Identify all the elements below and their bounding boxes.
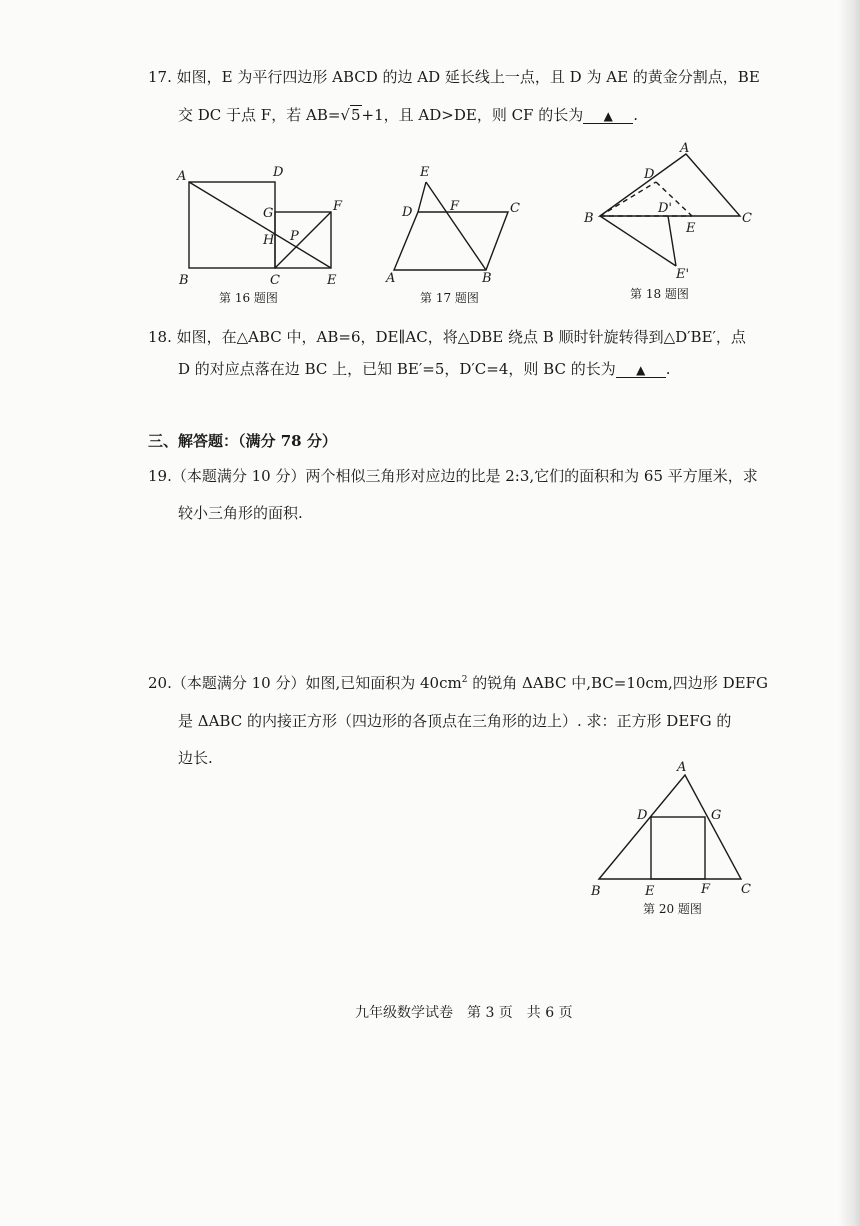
fig18-label-c: C (742, 211, 752, 226)
scan-edge-shadow (838, 0, 860, 1226)
fig16-label-a: A (177, 169, 187, 184)
q18-line1: 18. 如图，在△ABC 中，AB=6，DE∥AC，将△DBE 绕点 B 顺时针旋转得到△D′BE′，点 (148, 328, 746, 346)
q17-sqrt: 5 (350, 106, 361, 124)
fig20-label-c: C (741, 882, 751, 897)
q17-line2: 交 DC 于点 F，若 AB=√5+1，且 AD>DE，则 CF 的长为 ▲ . (178, 106, 639, 124)
fig18-label-b: B (584, 211, 594, 226)
fig20-label-d: D (637, 808, 648, 823)
fig18-line-be-prime (600, 216, 676, 266)
fig16-line-cf (275, 212, 331, 268)
figure-18 (580, 140, 760, 310)
page-footer: 九年级数学试卷 第 3 页 共 6 页 (355, 1005, 573, 1021)
fig17-label-f: F (450, 199, 460, 214)
fig18-label-eprime: E' (676, 267, 690, 282)
fig18-label-d: D (644, 167, 655, 182)
q17-answer-blank: ▲ (583, 109, 633, 124)
q18-answer-blank: ▲ (616, 363, 666, 378)
q17-line2-mid: +1，且 AD>DE，则 CF 的长为 (361, 106, 584, 124)
fig20-label-e: E (645, 884, 655, 899)
fig18-label-e: E (686, 221, 696, 236)
q19-line1: 19.（本题满分 10 分）两个相似三角形对应边的比是 2:3,它们的面积和为 65 平方厘米，求 (148, 467, 758, 485)
fig16-label-f: F (333, 199, 343, 214)
fig17-label-b: B (482, 271, 492, 286)
q17-line2-pre: 交 DC 于点 F，若 AB= (178, 106, 341, 124)
q17-line2-end: . (633, 106, 639, 124)
fig18-line-dprime-eprime (668, 216, 676, 266)
q20-line1-pre: 20.（本题满分 10 分）如图,已知面积为 40cm (148, 674, 462, 692)
q20-line1-post: 的锐角 ΔABC 中,BC=10cm,四边形 DEFG (467, 674, 768, 692)
fig16-label-g: G (263, 206, 274, 221)
q20-line2: 是 ΔABC 的内接正方形（四边形的各顶点在三角形的边上）. 求：正方形 DEFG 的 (178, 712, 732, 730)
fig20-label-g: G (711, 808, 722, 823)
fig16-label-b: B (179, 273, 189, 288)
fig20-square-defg (651, 817, 705, 879)
fig16-line-ae (189, 182, 331, 268)
fig17-label-e: E (420, 165, 430, 180)
fig18-label-a: A (680, 141, 690, 156)
fig16-square-abcd (189, 182, 275, 268)
fig16-label-d: D (273, 165, 284, 180)
fig17-line-eb (426, 182, 486, 270)
fig16-label-p: P (290, 229, 299, 244)
fig16-label-h: H (263, 233, 275, 248)
section3-title: 三、解答题：（满分 78 分） (148, 432, 337, 450)
q18-line2 (178, 358, 671, 379)
q20-line3: 边长. (178, 749, 213, 767)
q18-line2-pre: D 的对应点落在边 BC 上，已知 BE′=5，D′C=4，则 BC 的长为 (178, 360, 616, 378)
figure-20 (585, 755, 760, 925)
q19-line2: 较小三角形的面积. (178, 504, 303, 522)
fig20-label-b: B (591, 884, 601, 899)
fig16-caption: 第 16 题图 (219, 291, 278, 305)
fig20-triangle-abc (599, 775, 741, 879)
fig17-caption: 第 17 题图 (420, 291, 479, 305)
fig16-label-e: E (327, 273, 337, 288)
figure-16 (175, 160, 355, 310)
fig18-caption: 第 18 题图 (630, 287, 689, 301)
fig17-line-de (418, 182, 426, 212)
q17-line1: 17. 如图，E 为平行四边形 ABCD 的边 AD 延长线上一点，且 D 为 AE 的黄金分割点，BE (148, 68, 760, 86)
q20-sup: 2 (461, 675, 468, 685)
fig18-label-dprime: D' (658, 201, 672, 216)
fig18-dash-bd (600, 182, 656, 216)
q20-line1 (148, 672, 768, 693)
fig20-caption: 第 20 题图 (643, 902, 702, 916)
q18-line2-end: . (665, 360, 671, 378)
fig17-label-a: A (386, 271, 396, 286)
figure-17 (382, 160, 542, 310)
fig16-label-c: C (270, 273, 280, 288)
fig20-label-a: A (677, 760, 687, 775)
fig17-parallelogram (394, 212, 508, 270)
fig17-label-d: D (402, 205, 413, 220)
fig20-label-f: F (701, 882, 711, 897)
fig17-label-c: C (510, 201, 520, 216)
